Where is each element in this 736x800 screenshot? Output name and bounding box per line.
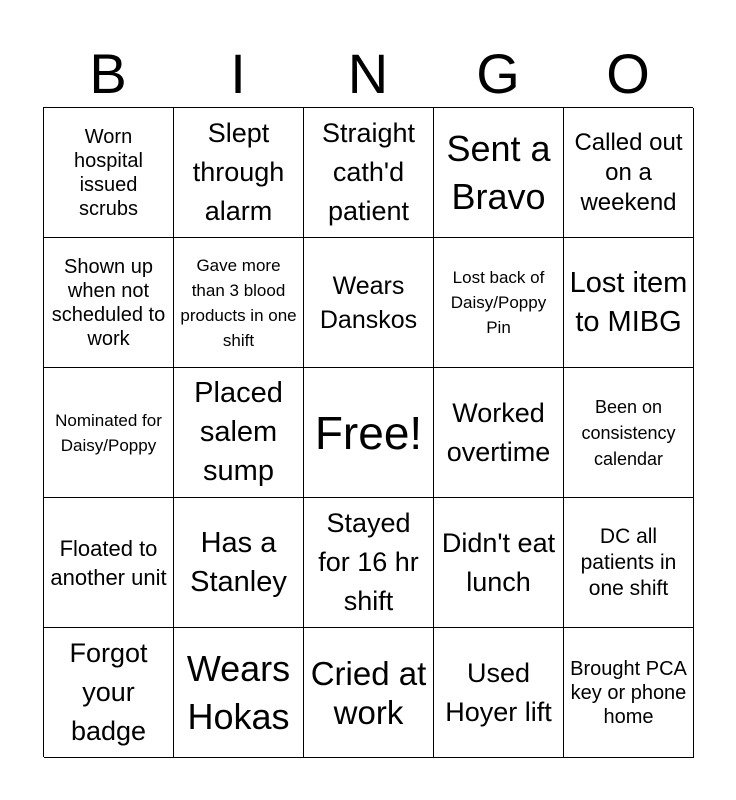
bingo-cell[interactable]: DC all patients in one shift [564, 498, 694, 628]
bingo-cell[interactable]: Nominated for Daisy/Poppy [44, 368, 174, 498]
bingo-cell[interactable]: Gave more than 3 blood products in one shift [174, 238, 304, 368]
bingo-cell[interactable]: Floated to another unit [44, 498, 174, 628]
header-letter-i: I [230, 42, 246, 105]
bingo-cell[interactable]: Wears Hokas [174, 628, 304, 758]
bingo-cell[interactable]: Used Hoyer lift [434, 628, 564, 758]
bingo-cell[interactable]: Wears Danskos [304, 238, 434, 368]
bingo-header [43, 40, 693, 108]
bingo-cell[interactable]: Slept through alarm [174, 108, 304, 238]
bingo-cell[interactable]: Worked overtime [434, 368, 564, 498]
bingo-cell[interactable]: Straight cath'd patient [304, 108, 434, 238]
free-space[interactable]: Free! [304, 368, 434, 498]
bingo-cell[interactable]: Lost back of Daisy/Poppy Pin [434, 238, 564, 368]
bingo-cell[interactable]: Stayed for 16 hr shift [304, 498, 434, 628]
header-letter-o: O [606, 42, 650, 105]
bingo-cell[interactable]: Worn hospital issued scrubs [44, 108, 174, 238]
bingo-cell[interactable]: Didn't eat lunch [434, 498, 564, 628]
header-letter-n: N [347, 42, 389, 105]
bingo-cell[interactable]: Placed salem sump [174, 368, 304, 498]
bingo-card [43, 107, 693, 757]
bingo-cell[interactable]: Shown up when not scheduled to work [44, 238, 174, 368]
bingo-cell[interactable]: Forgot your badge [44, 628, 174, 758]
bingo-cell[interactable]: Been on consistency calendar [564, 368, 694, 498]
header-letter-g: G [476, 42, 520, 105]
header-letter-b: B [89, 42, 127, 105]
bingo-cell[interactable]: Brought PCA key or phone home [564, 628, 694, 758]
bingo-cell[interactable]: Sent a Bravo [434, 108, 564, 238]
bingo-cell[interactable]: Called out on a weekend [564, 108, 694, 238]
bingo-cell[interactable]: Lost item to MIBG [564, 238, 694, 368]
bingo-cell[interactable]: Cried at work [304, 628, 434, 758]
bingo-cell[interactable]: Has a Stanley [174, 498, 304, 628]
